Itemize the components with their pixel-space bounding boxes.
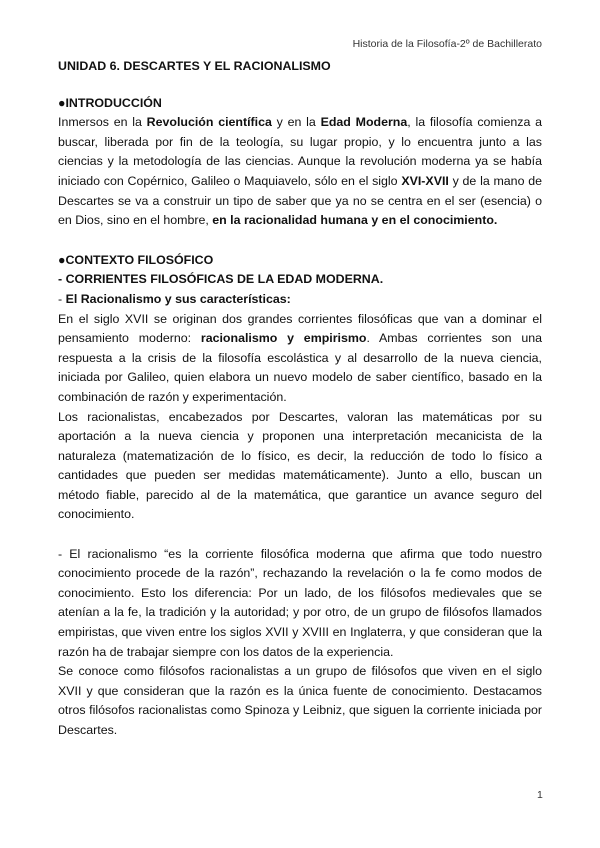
rationalism-subheading-dash: - xyxy=(58,291,66,306)
running-header: Historia de la Filosofía-2º de Bachillerato xyxy=(352,38,542,50)
intro-bold-siglo: XVI-XVII xyxy=(401,173,449,188)
context-heading: ●CONTEXTO FILOSÓFICO xyxy=(58,252,214,267)
context-paragraph-4: Se conoce como filósofos racionalistas a un grupo de filósofos que viven en el siglo XVII y que consideran que la razón es la única fuente de conocimiento. Destacamos otros filósofos racionalistas como Spinoza y Leibniz, que siguen la corriente iniciada por Descartes. xyxy=(58,664,542,737)
context-p1-bold: racionalismo y empirismo xyxy=(200,331,367,346)
spacer xyxy=(58,231,542,251)
rationalism-subheading-text: El Racionalismo y sus características: xyxy=(65,291,291,306)
context-p1-text-2: . Ambas corrientes son una respuesta a la crisis de la filosofía escolástica y al desarrollo de la nueva ciencia, iniciada por Galileo, quien elabora un nuevo modelo de saber científico, basado en la combinación de razón y experimentación. xyxy=(58,331,543,404)
document-body xyxy=(58,57,542,741)
intro-text-2: y en la xyxy=(271,115,321,130)
intro-bold-edad-moderna: Edad Moderna xyxy=(320,115,408,130)
intro-text-4: y de la mano de Descartes se va a construir un tipo de saber que ya no se centra en el ser (esencia) o en Dios, sino en el hombre, xyxy=(58,173,542,228)
intro-bold-racionalidad: en la racionalidad humana y en el conocimiento. xyxy=(212,213,498,228)
spacer xyxy=(58,525,542,545)
currents-subheading: - CORRIENTES FILOSÓFICAS DE LA EDAD MODERNA. xyxy=(58,272,384,287)
page-number: 1 xyxy=(537,789,543,801)
context-p1-text-1: En el siglo XVII se originan dos grandes corrientes filosóficas que van a dominar el pensamiento moderno: xyxy=(58,311,542,346)
rationalism-subheading xyxy=(58,290,542,310)
context-paragraph-3: - El racionalismo “es la corriente filosófica moderna que afirma que todo nuestro conocimiento procede de la razón”, rechazando la revelación o la fe como modos de conocimiento. Esto los diferencia: Por un lado, de los filósofos medievales que se atenían a la fe, la tradición y la autoridad; y por otro, de un grupo de filósofos llamados empiristas, que viven entre los siglos XVII y XVIII en Inglaterra, y que consideran que la razón ha de trabajar siempre con los datos de la experiencia. xyxy=(58,546,542,659)
introduction-heading: ●INTRODUCCIÓN xyxy=(58,95,162,110)
intro-text-1: Inmersos en la xyxy=(58,115,147,130)
context-paragraph-2: Los racionalistas, encabezados por Descartes, valoran las matemáticas por su aportación a la nueva ciencia y proponen una interpretación mecanicista de la naturaleza (matematización de lo físico, es decir, la reducción de todo lo físico a cantidades que pueden ser medidas matemáticamente). Junto a ello, buscan un método fiable, parecido al de la matemática, que garantice un avance seguro del conocimiento. xyxy=(58,409,542,522)
intro-text-3: , la filosofía comienza a buscar, liberada por fin de la teología, su lugar propio, y lo encuentra junto a las ciencias y la metodología de las ciencias. Aunque la revolución moderna ya se había iniciado con Copérnico, Galileo o Maquiavelo, sólo en el siglo xyxy=(58,115,542,188)
introduction-paragraph xyxy=(58,113,542,231)
context-paragraph-1 xyxy=(58,310,542,408)
intro-bold-revolucion: Revolución científica xyxy=(146,115,272,130)
unit-title: UNIDAD 6. DESCARTES Y EL RACIONALISMO xyxy=(58,59,331,73)
